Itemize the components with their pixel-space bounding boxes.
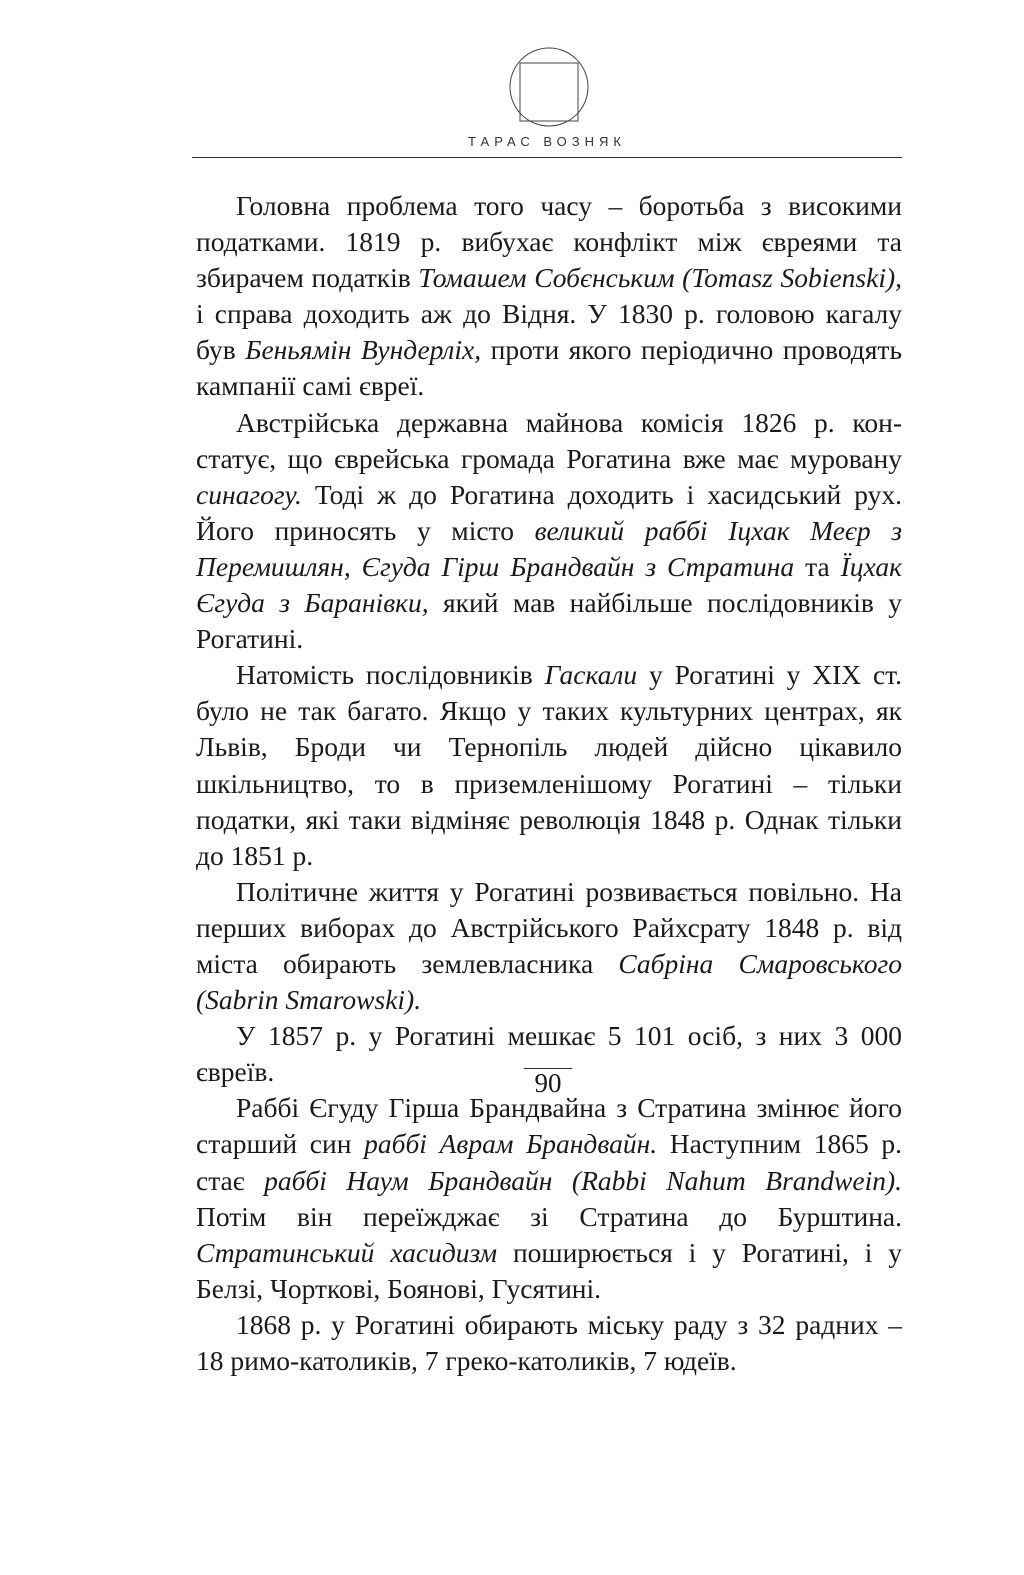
paragraph xyxy=(196,1307,902,1379)
paragraph xyxy=(196,188,902,405)
text-run: Потім він переїжджає зі Стратина до Бурштина. xyxy=(196,1200,902,1232)
text-run: поширюється і у Рогатині, і у Белзі, Чорткові, Боянові, Гусятині. xyxy=(196,1236,902,1304)
text-run: 1868 р. у Рогатині обирають міську раду з 32 радних – 18 римо-католиків, 7 греко-католиків, 7 юдеїв. xyxy=(196,1308,902,1376)
paragraph xyxy=(196,405,902,658)
text-run: У 1857 р. у Рогатині мешкає 5 101 осіб, з них 3 000 євреїв. xyxy=(196,1020,902,1088)
page-number: 90 xyxy=(534,1068,562,1098)
text-run: Австрійська державна майнова комісія 1826 р. констатує, що єврейська громада Рогатина вже має муровану xyxy=(196,406,902,474)
italic-name: Гаскали xyxy=(544,659,638,691)
text-run: Політичне життя у Рогатині розвивається повільно. На перших виборах до Австрійського Райхсрату 1848 р. від міста обирають землевласника xyxy=(196,875,902,979)
paragraph xyxy=(196,1090,902,1307)
paragraph xyxy=(196,874,902,1018)
text-run: Натомість послідовників xyxy=(236,659,545,691)
text-run: Наступним 1865 р. стає xyxy=(196,1128,902,1196)
text-run: який мав найбільше послідовників у Рогатині. xyxy=(196,587,902,655)
text-run: Тоді ж до Рогатина доходить і хасидський рух. Його приносять у місто xyxy=(196,478,902,546)
paragraph xyxy=(196,657,902,874)
italic-name: раббі Наум Брандвайн (Rabbi Nahum Brandwein). xyxy=(264,1164,902,1196)
body-text xyxy=(196,188,902,1379)
text-run: та xyxy=(794,550,841,582)
text-run: проти якого періодично проводять кампанії самі євреї. xyxy=(196,334,902,402)
text-run: у Рогатині у XIX ст. було не так багато. Якщо у таких культурних центрах, як Львів, Броди чи Тернопіль людей дійсно цікавило шкільництво, то в приземленішому Рогатині – тільки податки, які таки відміняє революція 1848 р. Однак тільки до 1851 р. xyxy=(196,659,902,871)
italic-name: Томашем Собєнським (Tomasz Sobienski), xyxy=(418,262,902,294)
italic-name: синагогу. xyxy=(196,478,302,510)
text-run: і справа доходить аж до Відня. У 1830 р. головою кагалу був xyxy=(196,298,902,366)
italic-name: Їцхак Єгуда з Баранівки, xyxy=(196,550,902,619)
text-run: Головна проблема того часу – боротьба з високими податками. 1819 р. вибухає конфлікт між євреями та збирачем податків xyxy=(196,190,902,294)
italic-name: великий раббі Іцхак Меєр з Перемишлян, Єгуда Гірш Брандвайн з Стратина xyxy=(196,514,902,582)
italic-name: Стратинський хасидизм xyxy=(196,1236,498,1268)
header-rule xyxy=(192,157,902,158)
circle-square-logo-icon xyxy=(508,46,590,128)
italic-name: Беньямін Вундерліх, xyxy=(245,334,482,366)
italic-name: раббі Аврам Брандвайн. xyxy=(364,1128,658,1160)
running-head-author: ТАРАС ВОЗНЯК xyxy=(468,134,626,149)
text-run: Раббі Єгуду Гірша Брандвайна з Стратина змінює його старший син xyxy=(196,1092,902,1160)
italic-name: Сабріна Смаровського (Sabrin Smarowski). xyxy=(196,947,902,1016)
